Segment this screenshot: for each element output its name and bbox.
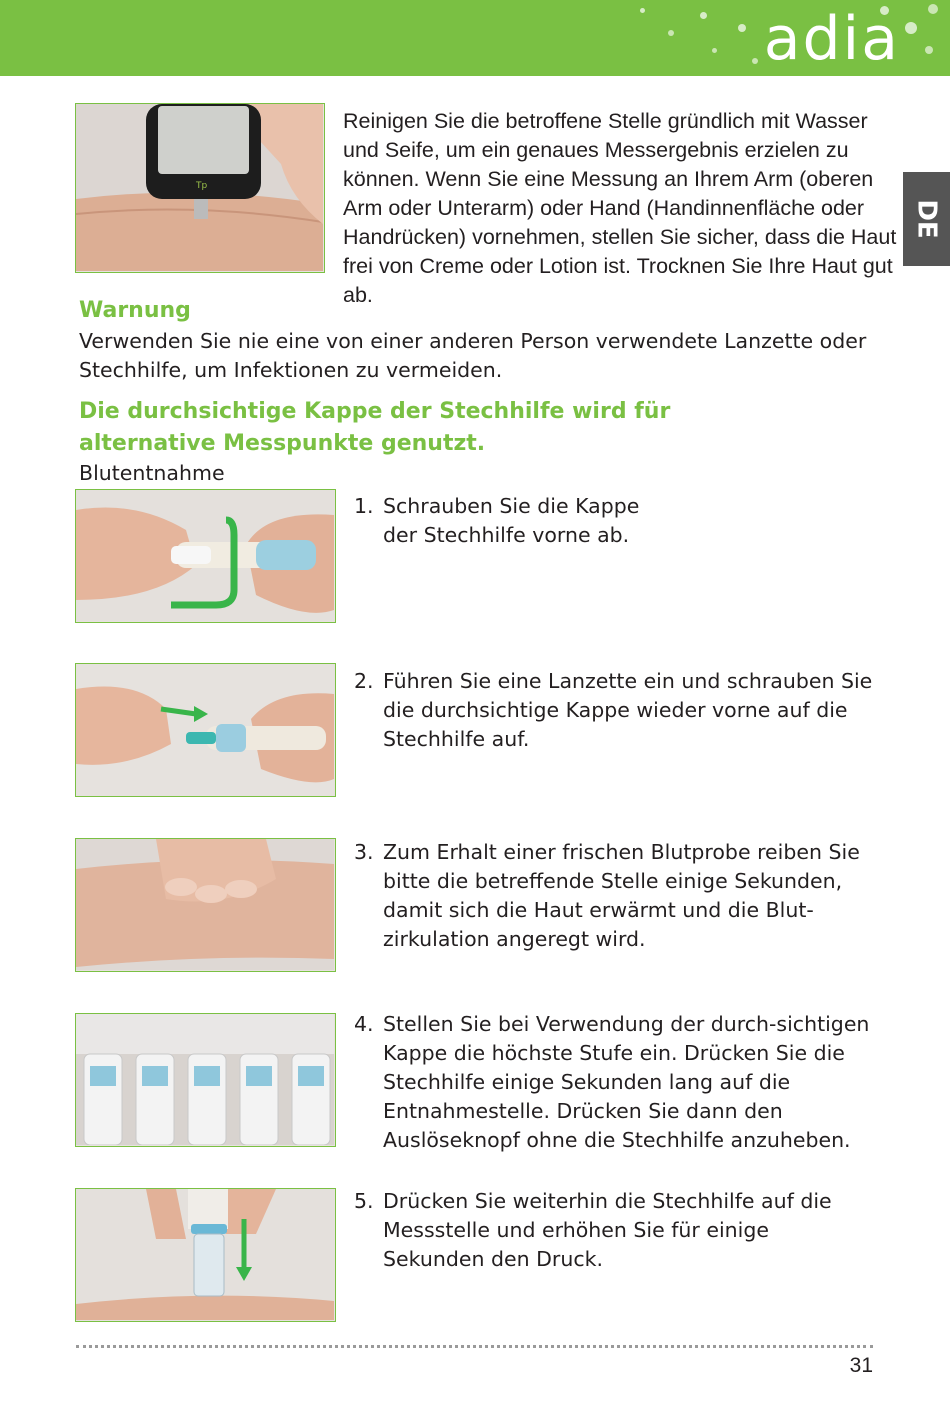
step-5-number: 5. (354, 1189, 374, 1213)
svg-text:Tp: Tp (196, 181, 208, 191)
step-3 (354, 838, 883, 954)
step-4-number: 4. (354, 1012, 374, 1036)
warning-text: Verwenden Sie nie eine von einer anderen Person verwendete Lanzette oder Stechhilfe, um Infektionen zu vermeiden. (79, 329, 867, 382)
step-3-text: Zum Erhalt einer frischen Blutprobe reiben Sie bitte die betreffende Stelle einige Sekunden, damit sich die Haut erwärmt und die Blut-zirkulation angeregt wird. (383, 840, 860, 951)
decor-dot (905, 22, 917, 34)
decor-dot (928, 4, 938, 14)
decor-dot (752, 58, 758, 64)
page-number: 31 (849, 1354, 873, 1377)
step-5 (354, 1187, 863, 1274)
decor-dot (712, 48, 717, 53)
decor-dot (700, 12, 707, 19)
language-tab-label: DE (911, 199, 942, 239)
photo-step-5 (75, 1188, 336, 1322)
step-5-text: Drücken Sie weiterhin die Stechhilfe auf die Messstelle und erhöhen Sie für einige Sekunden den Druck. (383, 1189, 832, 1271)
step-2-text: Führen Sie eine Lanzette ein und schrauben Sie die durchsichtige Kappe wieder vorne auf die Stechhilfe auf. (383, 669, 873, 751)
section-title: Die durchsichtige Kappe der Stechhilfe wird für alternative Messpunkte genutzt. (79, 399, 671, 456)
photo-step-3 (75, 838, 336, 972)
section-subtitle: Blutentnahme (79, 461, 225, 485)
warning-title: Warnung (79, 298, 191, 323)
step-1 (354, 492, 653, 550)
decor-dot (668, 30, 674, 36)
step-2 (354, 667, 883, 754)
decor-dot (738, 24, 746, 32)
step-2-number: 2. (354, 669, 374, 693)
decor-dot (640, 8, 645, 13)
footer-divider (76, 1345, 873, 1348)
step-1-text: Schrauben Sie die Kappe der Stechhilfe vorne ab. (383, 494, 640, 547)
step-1-number: 1. (354, 494, 374, 518)
photo-step-2 (75, 663, 336, 797)
decor-dot (925, 46, 933, 54)
language-tab (903, 172, 950, 266)
header-bar (0, 0, 950, 76)
step-3-number: 3. (354, 840, 374, 864)
step-4-text: Stellen Sie bei Verwendung der durch-sichtigen Kappe die höchste Stufe ein. Drücken Sie die Stechhilfe einige Sekunden lang auf die Entnahmestelle. Drücken Sie dann den Auslöseknopf ohne die Stechhilfe anzuheben. (383, 1012, 870, 1152)
photo-step-1 (75, 489, 336, 623)
brand-logo: adia (763, 4, 900, 74)
photo-meter-on-arm (75, 103, 325, 273)
photo-step-4 (75, 1013, 336, 1147)
step-4 (354, 1010, 923, 1155)
intro-paragraph: Reinigen Sie die betroffene Stelle gründlich mit Wasser und Seife, um ein genaues Messergebnis erzielen zu können. Wenn Sie eine Messung an Ihrem Arm (oberen Arm oder Unterarm) oder Hand (Handinnenfläche oder Handrücken) vornehmen, stellen Sie sicher, dass die Haut frei von Creme oder Lotion ist. Trocknen Sie Ihre Haut gut ab. (343, 109, 897, 307)
